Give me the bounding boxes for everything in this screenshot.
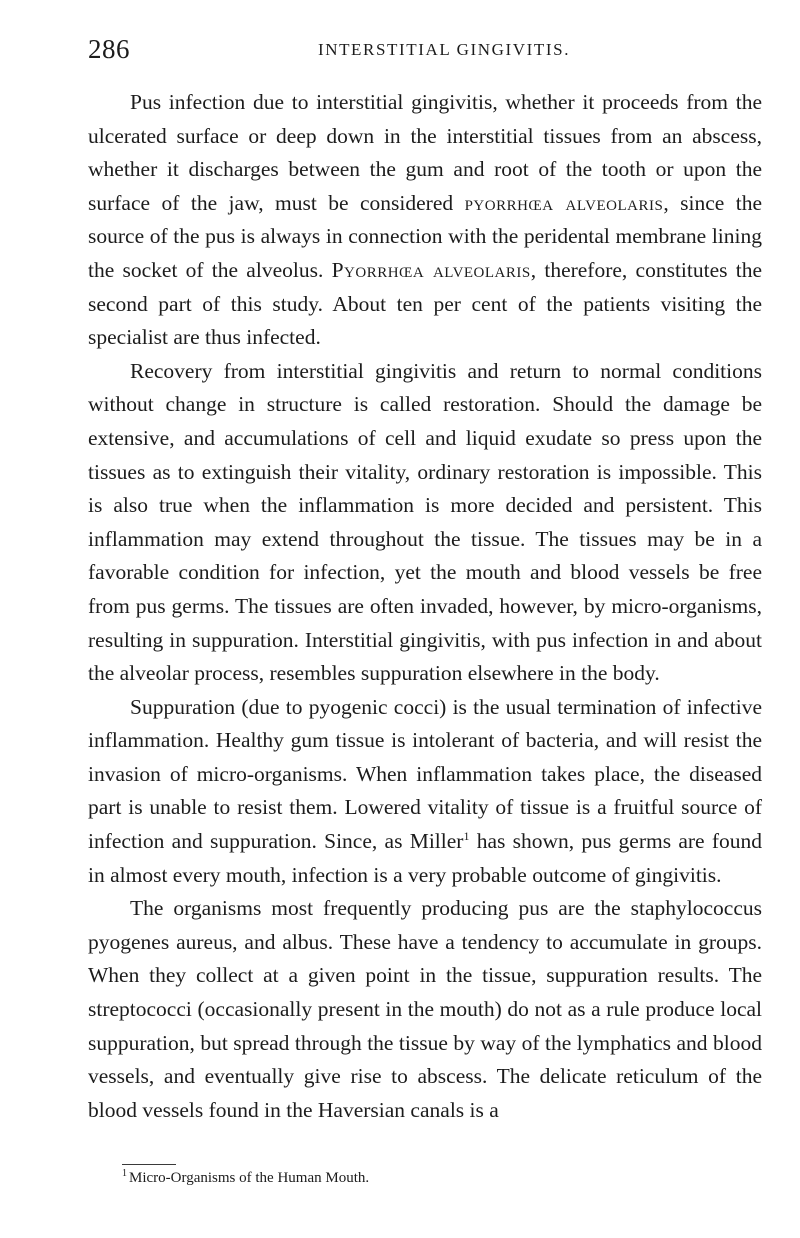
- paragraph-suppuration: [88, 691, 762, 893]
- paragraph-text: has shown, pus germs are found in almost every mouth, infection is a very probable outcome of gingivitis.: [88, 829, 763, 887]
- paragraph-text: Pus infection due to interstitial gingivitis, whether it proceeds from the ulcerated surface or deep down in the interstitial tissues from an abscess, whether it discharges between the gum and root of the tooth or upon the surface of the jaw, must be considered: [88, 90, 762, 215]
- paragraph-organisms: The organisms most frequently producing pus are the staphylococcus pyogenes aureus, and albus. These have a tendency to accumulate in groups. When they collect at a given point in the tissue, suppuration results. The streptococci (occasionally present in the mouth) do not as a rule produce local suppuration, but spread through the tissue by way of the lymphatics and blood vessels, and eventually give rise to abscess. The delicate reticulum of the blood vessels found in the Haversian canals is a: [88, 896, 762, 1122]
- body-text: [88, 86, 762, 1127]
- running-head: [88, 34, 760, 64]
- footnote-mark: 1: [122, 1168, 127, 1179]
- paragraph-recovery: Recovery from interstitial gingivitis and return to normal conditions without change in structure is called restoration. Should the damage be extensive, and accumulations of cell and liquid exudate so press upon the tissues as to extinguish their vitality, ordinary restoration is impossible. This is also true when the inflammation is more decided and persistent. This inflammation may extend throughout the tissue. The tissues may be in a favorable condition for infection, yet the mouth and blood vessels be free from pus germs. The tissues are often invaded, however, by micro-organisms, resulting in suppuration. Interstitial gingivitis, with pus infection in and about the alveolar process, resembles suppuration elsewhere in the body.: [88, 358, 762, 686]
- footnote-reference[interactable]: 1: [463, 828, 470, 843]
- footnote: [122, 1168, 722, 1188]
- paragraph-pus-infection: [88, 86, 762, 355]
- page-number: 286: [88, 34, 130, 64]
- paragraph-text: , therefore, constitutes the second part of this study. About ten per cent of the patients visiting the specialist are thus infected.: [88, 257, 762, 350]
- term-pyorrhoea-alveolaris: pyorrhœa alveolaris: [464, 190, 664, 215]
- footnote-rule: [122, 1164, 176, 1165]
- running-title: INTERSTITIAL GINGIVITIS.: [317, 40, 571, 59]
- term-pyorrhoea-alveolaris: Pyorrhœa alveolaris: [331, 257, 531, 282]
- footnote-text: Micro-Organisms of the Human Mouth.: [129, 1170, 370, 1186]
- paragraph-text: Suppuration (due to pyogenic cocci) is the usual termination of infective inflammation. Healthy gum tissue is intolerant of bacteria, and will resist the invasion of micro-organisms. When inflammation takes place, the diseased part is unable to resist them. Lowered vitality of tissue is a fruitful source of infection and suppuration. Since, as Miller: [88, 694, 762, 854]
- paragraph-text: , since the source of the pus is always in connection with the peridental membrane lining the socket of the alveolus.: [88, 190, 763, 282]
